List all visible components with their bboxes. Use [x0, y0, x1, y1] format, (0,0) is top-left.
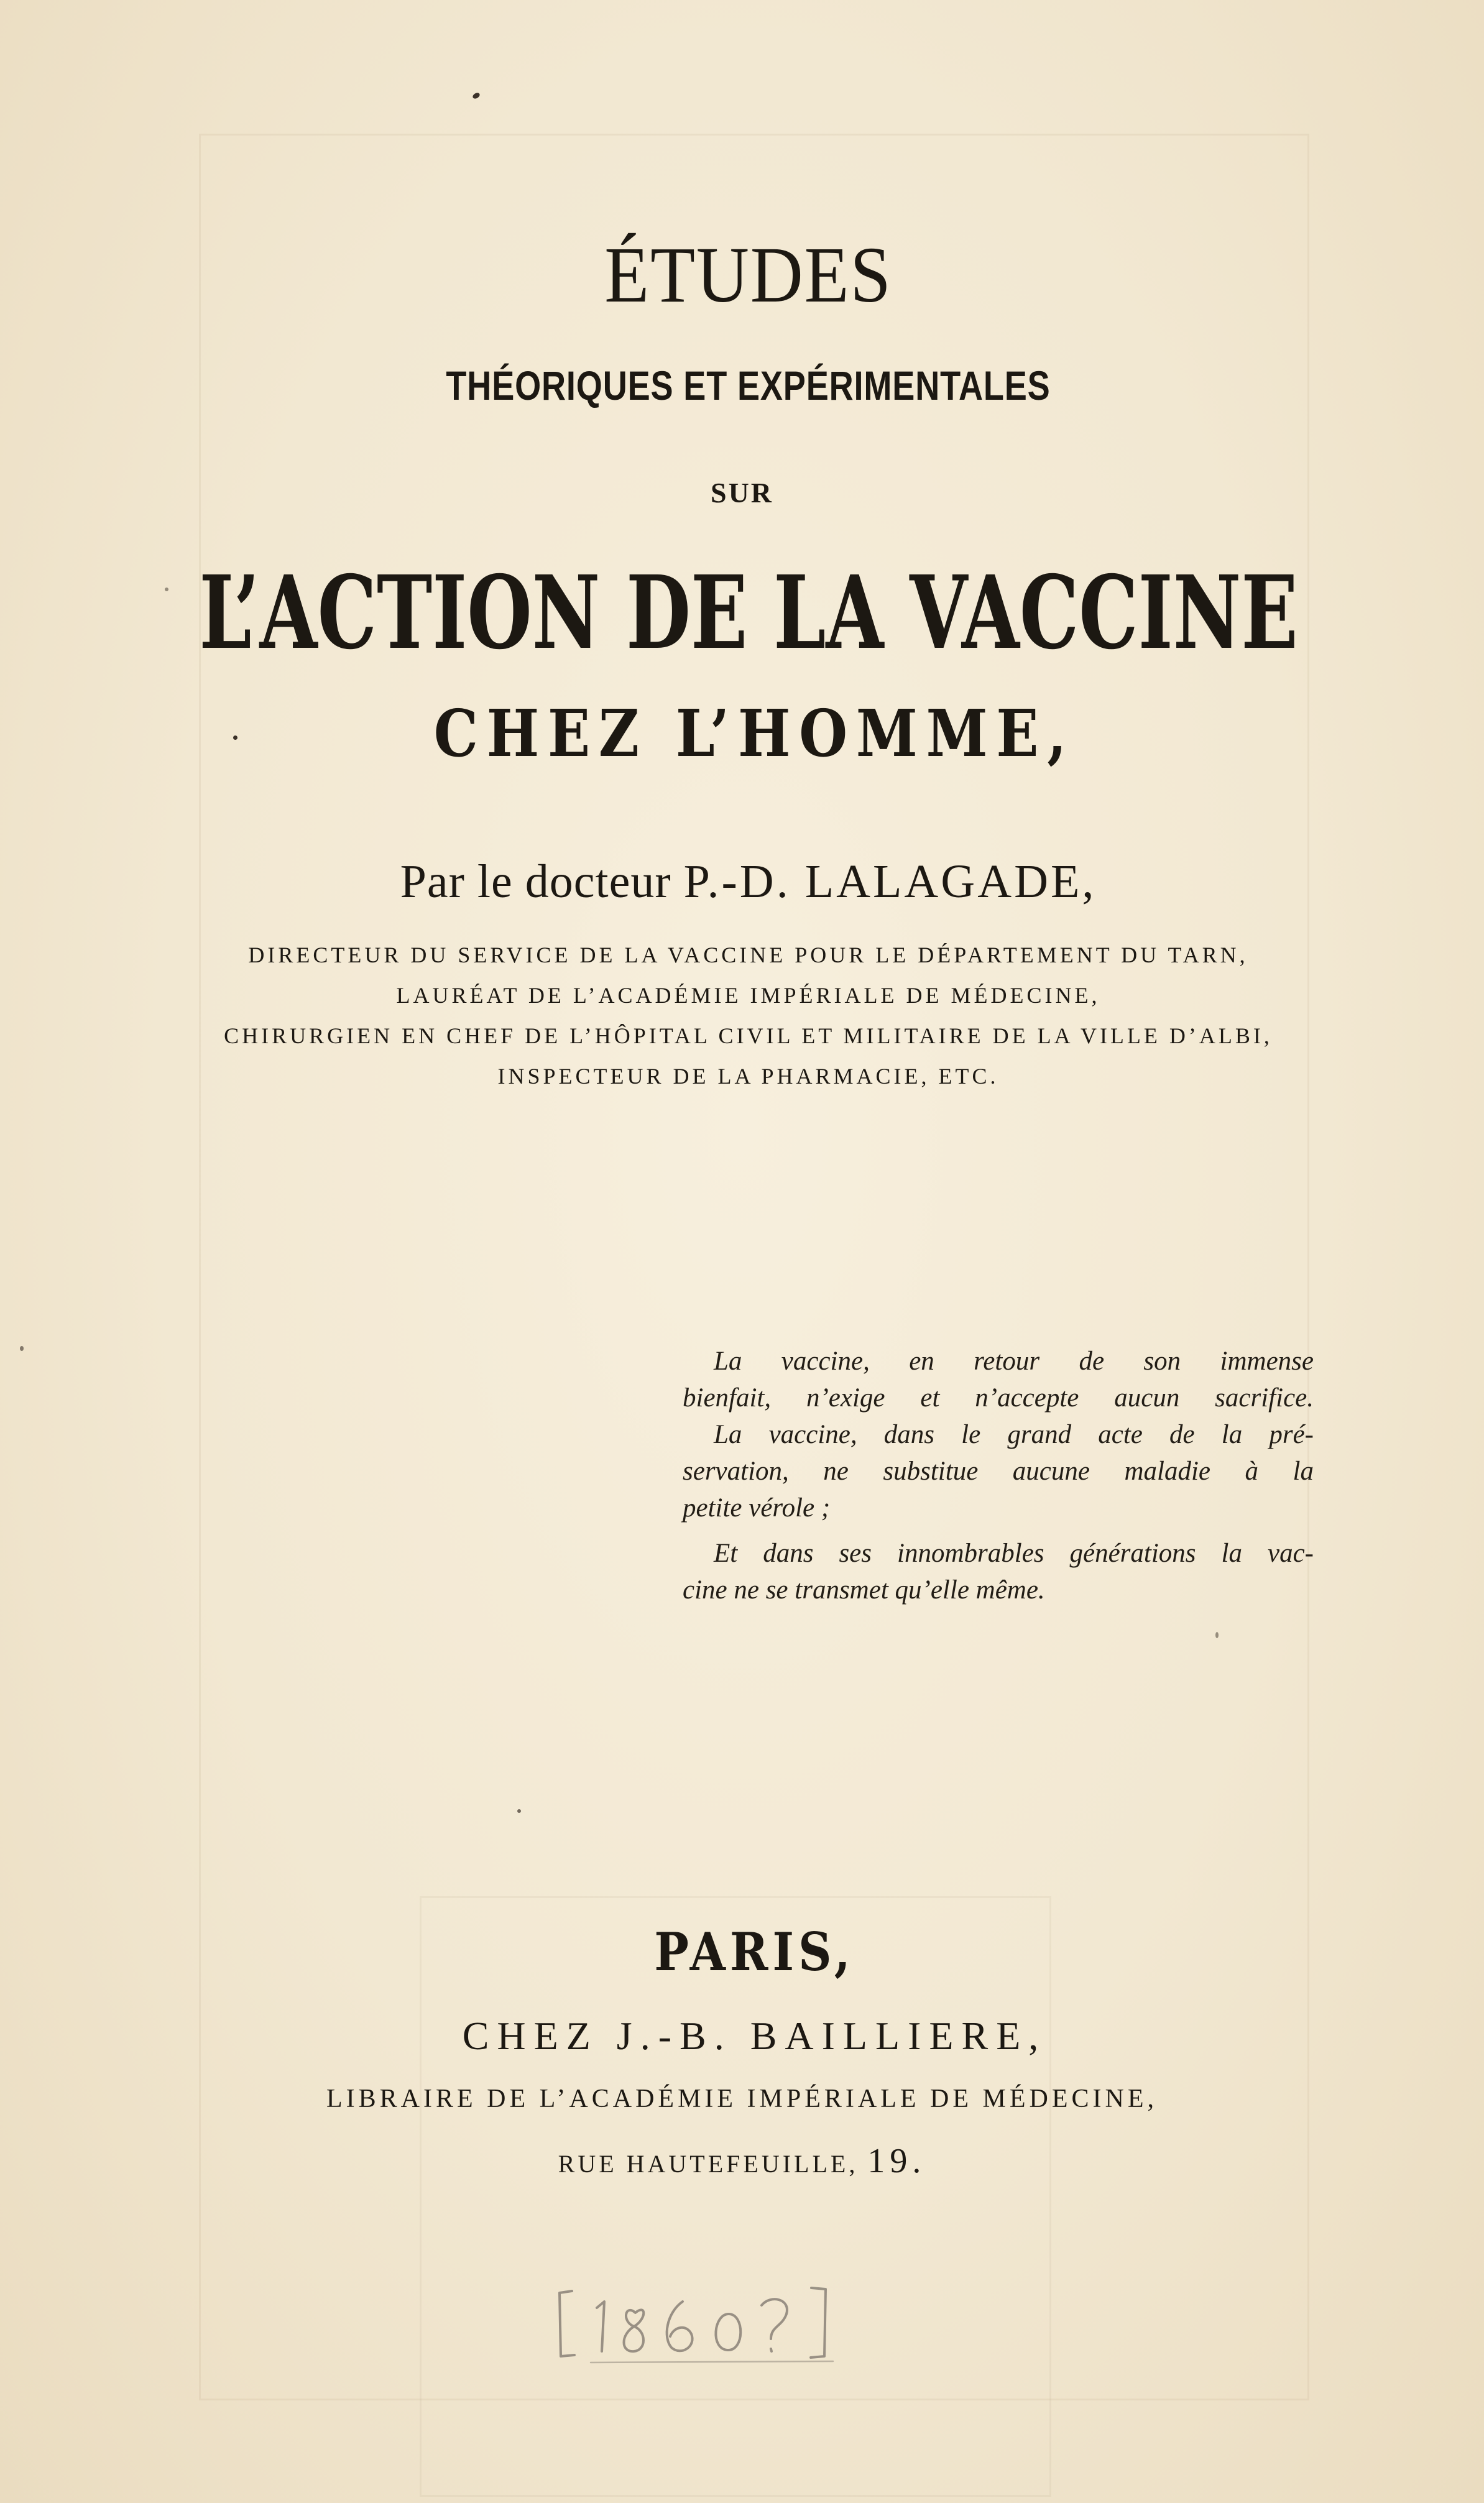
author-credential: CHIRURGIEN EN CHEF DE L’HÔPITAL CIVIL ET MILITAIRE DE LA VILLE D’ALBI,: [224, 1023, 1273, 1048]
epigraph: [683, 1343, 1314, 1608]
imprint-street-number: 19.: [867, 2142, 926, 2180]
author-prefix: Par le docteur: [400, 855, 671, 908]
ink-speck: [517, 1809, 521, 1813]
imprint-street: RUE HAUTEFEUILLE,: [558, 2150, 859, 2178]
author-line: [6, 855, 1484, 908]
epigraph-line: cine ne se transmet qu’elle même.: [683, 1575, 1045, 1605]
ink-speck: [20, 1346, 24, 1351]
author-credential: DIRECTEUR DU SERVICE DE LA VACCINE POUR LE DÉPARTEMENT DU TARN,: [248, 943, 1248, 967]
author-credential: LAURÉAT DE L’ACADÉMIE IMPÉRIALE DE MÉDECINE,: [396, 983, 1100, 1008]
ink-speck: [472, 92, 481, 100]
epigraph-line: Et dans ses innombrables générations la vac-: [714, 1539, 1314, 1568]
title-chez-lhomme: CHEZ L’HOMME,: [433, 695, 1076, 772]
epigraph-line: La vaccine, dans le grand acte de la pré-: [714, 1420, 1314, 1449]
epigraph-line: bienfait, n’exige et n’accepte aucun sacrifice.: [683, 1383, 1314, 1413]
author-name: P.-D. LALAGADE,: [683, 855, 1097, 908]
ink-speck: [1215, 1632, 1219, 1638]
imprint-publisher: CHEZ J.-B. BAILLIERE,: [462, 2014, 1047, 2058]
imprint-city: PARIS,: [654, 1921, 855, 1983]
handwritten-date-annotation: [547, 2269, 858, 2375]
epigraph-line: servation, ne substitue aucune maladie à la: [683, 1457, 1314, 1486]
title-sur: SUR: [710, 477, 774, 509]
title-theoriques: THÉORIQUES ET EXPÉRIMENTALES: [446, 362, 1051, 408]
ink-speck: [165, 588, 168, 591]
imprint-address: [0, 2144, 1484, 2178]
epigraph-line: La vaccine, en retour de son immense: [714, 1347, 1314, 1376]
imprint-publisher-role: LIBRAIRE DE L’ACADÉMIE IMPÉRIALE DE MÉDECINE,: [326, 2085, 1158, 2113]
show-through-plate: [420, 1896, 1051, 2497]
title-etudes: ÉTUDES: [604, 231, 892, 319]
epigraph-line: petite vérole ;: [683, 1493, 831, 1523]
author-credential: INSPECTEUR DE LA PHARMACIE, ETC.: [497, 1064, 999, 1089]
title-action-vaccine: L’ACTION DE LA VACCINE: [199, 554, 1298, 672]
